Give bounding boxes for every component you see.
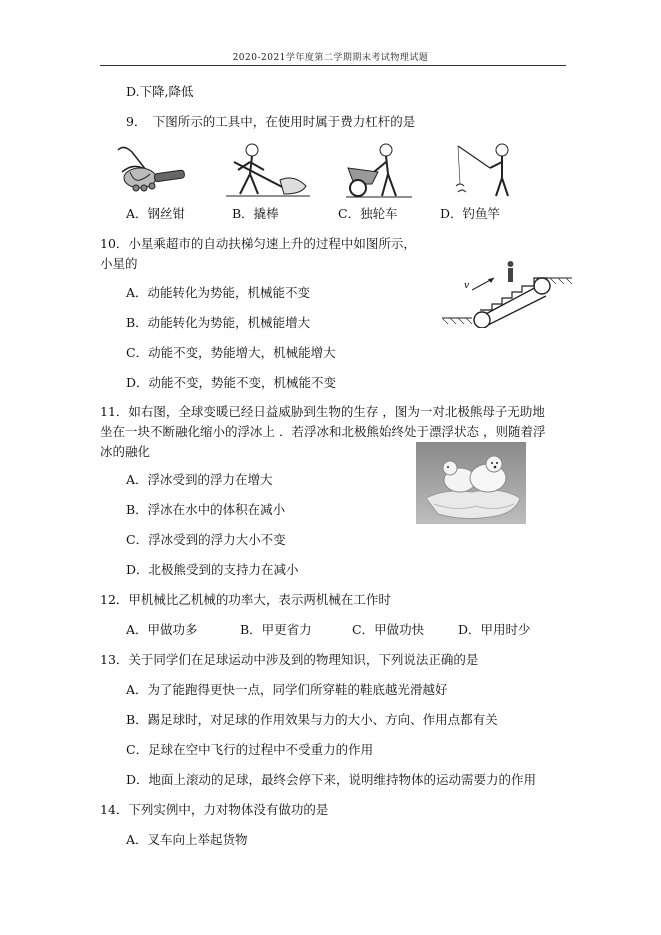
q11-option-b: B．浮冰在水中的体积在减小 — [126, 502, 286, 517]
q12-stem: 12．甲机械比乙机械的功率大，表示两机械在工作时 — [100, 592, 391, 607]
q14-option-a: A．叉车向上举起货物 — [126, 832, 248, 847]
header-divider — [100, 65, 566, 66]
crowbar-figure — [222, 140, 312, 200]
q10-option-d: D．动能不变，势能不变，机械能不变 — [126, 375, 337, 390]
q13-option-a: A．为了能跑得更快一点，同学们所穿鞋的鞋底越光滑越好 — [126, 682, 448, 697]
q9-option-c: C．独轮车 — [338, 206, 398, 221]
polar-bear-photo — [416, 442, 526, 524]
q14-stem: 14．下列实例中，力对物体没有做功的是 — [100, 802, 329, 817]
q11-option-a: A．浮冰受到的浮力在增大 — [126, 472, 273, 487]
q12-option-d: D．甲用时少 — [458, 622, 531, 637]
escalator-figure — [442, 254, 574, 328]
q10-option-a: A．动能转化为势能，机械能不变 — [126, 285, 311, 300]
q11-stem-line3: 冰的融化 — [100, 444, 151, 459]
q13-option-c: C．足球在空中飞行的过程中不受重力的作用 — [126, 742, 374, 757]
q10-option-c: C．动能不变，势能增大，机械能增大 — [126, 345, 336, 360]
wheelbarrow-figure — [344, 142, 414, 200]
q10-stem-line1: 10．小星乘超市的自动扶梯匀速上升的过程中如图所示， — [100, 236, 416, 251]
q9-option-b: B．撬棒 — [232, 206, 279, 221]
q8-option-d: D.下降,降低 — [126, 84, 194, 99]
q10-stem-line2: 小星的 — [100, 256, 138, 271]
page-header: 2020-2021学年度第二学期期末考试物理试题 — [232, 53, 429, 63]
q13-stem: 13．关于同学们在足球运动中涉及到的物理知识，下列说法正确的是 — [100, 652, 479, 667]
q9-stem: 9． 下图所示的工具中，在使用时属于费力杠杆的是 — [126, 114, 416, 129]
q10-option-b: B．动能转化为势能，机械能增大 — [126, 315, 311, 330]
q12-option-c: C．甲做功快 — [352, 622, 425, 637]
q9-option-a: A．钢丝钳 — [126, 206, 186, 221]
escalator-velocity-label: v — [464, 281, 470, 291]
q11-stem-line1: 11．如右图，全球变暖已经日益威胁到生物的生存 ，图为一对北极熊母子无助地 — [100, 404, 545, 419]
q12-option-a: A．甲做功多 — [126, 622, 198, 637]
q9-option-d: D．钓鱼竿 — [440, 206, 501, 221]
q11-stem-line2: 坐在一块不断融化缩小的浮冰上 ．若浮冰和北极熊始终处于漂浮状态 ，则随着浮 — [100, 424, 546, 439]
q11-option-d: D．北极熊受到的支持力在减小 — [126, 562, 299, 577]
pliers-figure — [110, 142, 190, 200]
q13-option-d: D．地面上滚动的足球，最终会停下来，说明维持物体的运动需要力的作用 — [126, 772, 537, 787]
fishing-rod-figure — [454, 140, 518, 200]
q12-option-b: B．甲更省力 — [240, 622, 312, 637]
q13-option-b: B．踢足球时，对足球的作用效果与力的大小、方向、作用点都有关 — [126, 712, 498, 727]
q11-option-c: C．浮冰受到的浮力大小不变 — [126, 532, 286, 547]
